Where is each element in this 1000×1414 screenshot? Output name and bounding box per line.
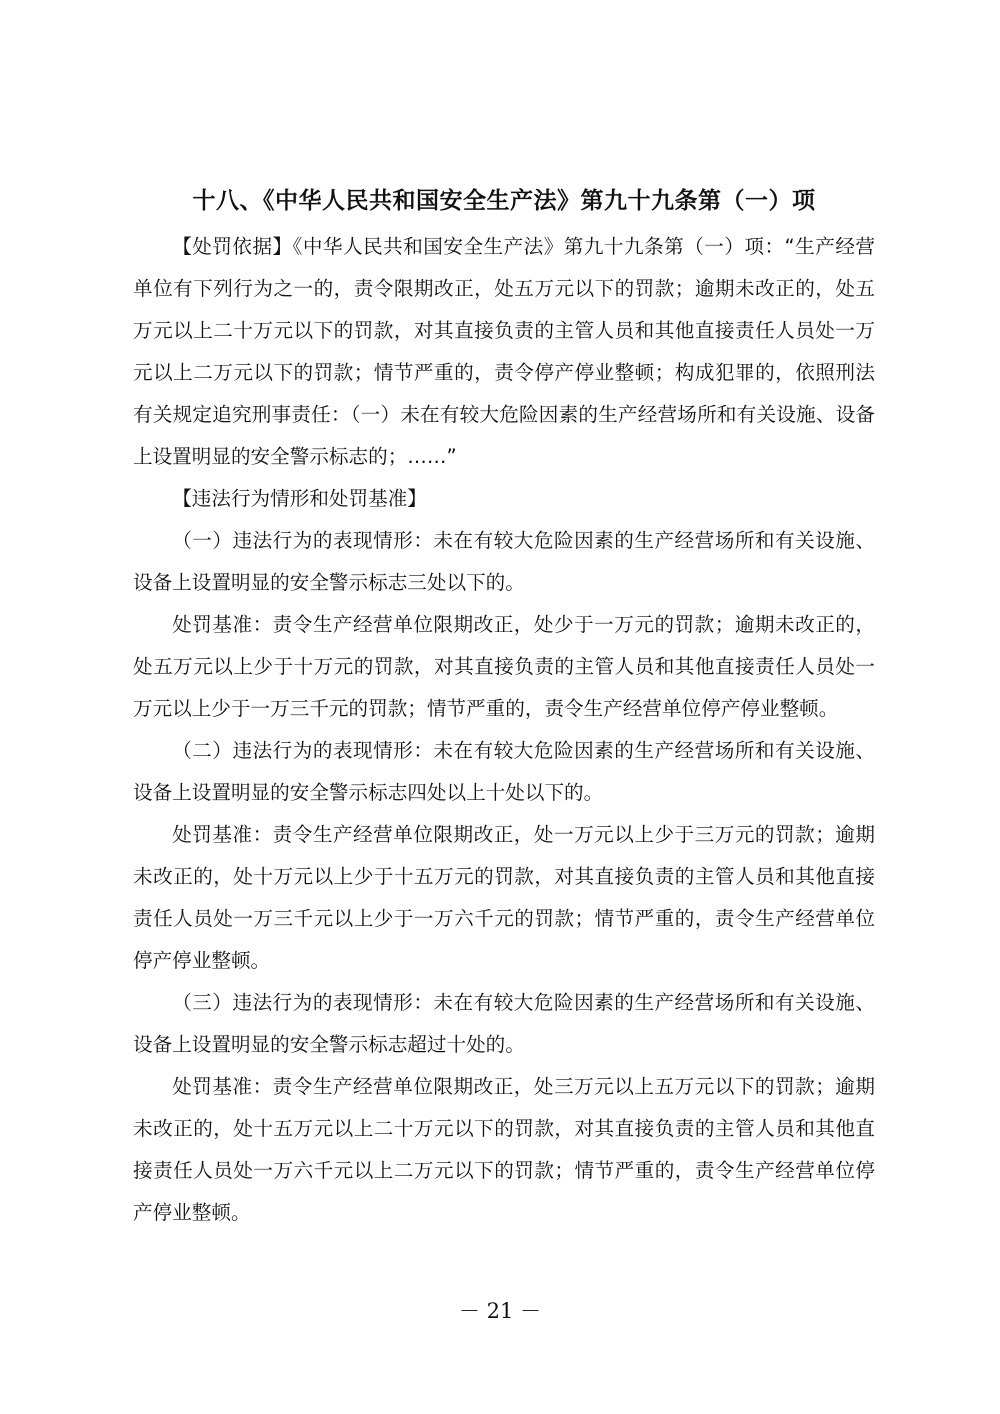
violation-case-3: （三）违法行为的表现情形：未在有较大危险因素的生产经营场所和有关设施、设备上设置明显的安全警示标志超过十处的。: [133, 991, 875, 1056]
penalty-standard-2: 处罚基准：责令生产经营单位限期改正，处一万元以上少于三万元的罚款；逾期未改正的，处十万元以上少于十五万元的罚款，对其直接负责的主管人员和其他直接责任人员处一万三千元以上少于一万六千元的罚款；情节严重的，责令生产经营单位停产停业整顿。: [133, 823, 875, 972]
penalty-standard-1: 处罚基准：责令生产经营单位限期改正，处少于一万元的罚款；逾期未改正的，处五万元以上少于十万元的罚款，对其直接负责的主管人员和其他直接责任人员处一万元以上少于一万三千元的罚款；情节严重的，责令生产经营单位停产停业整顿。: [133, 613, 875, 720]
violation-case-1: （一）违法行为的表现情形：未在有较大危险因素的生产经营场所和有关设施、设备上设置明显的安全警示标志三处以下的。: [133, 529, 875, 594]
penalty-basis-paragraph: 【处罚依据】《中华人民共和国安全生产法》第九十九条第（一）项：“生产经营单位有下列行为之一的，责令限期改正，处五万元以下的罚款；逾期未改正的，处五万元以上二十万元以下的罚款，对其直接负责的主管人员和其他直接责任人员处一万元以上二万元以下的罚款；情节严重的，责令停产停业整顿；构成犯罪的，依照刑法有关规定追究刑事责任：（一）未在有较大危险因素的生产经营场所和有关设施、设备上设置明显的安全警示标志的；……”: [133, 235, 875, 468]
document-body: [133, 226, 875, 1234]
violation-criteria-heading: 【违法行为情形和处罚基准】: [172, 487, 427, 510]
penalty-standard-3: 处罚基准：责令生产经营单位限期改正，处三万元以上五万元以下的罚款；逾期未改正的，处十五万元以上二十万元以下的罚款，对其直接负责的主管人员和其他直接责任人员处一万六千元以上二万元以下的罚款；情节严重的，责令生产经营单位停产停业整顿。: [133, 1075, 875, 1224]
violation-case-2: （二）违法行为的表现情形：未在有较大危险因素的生产经营场所和有关设施、设备上设置明显的安全警示标志四处以上十处以下的。: [133, 739, 875, 804]
section-title: 十八、《中华人民共和国安全生产法》第九十九条第（一）项: [192, 187, 816, 214]
page-number: － 21 －: [458, 1299, 542, 1323]
